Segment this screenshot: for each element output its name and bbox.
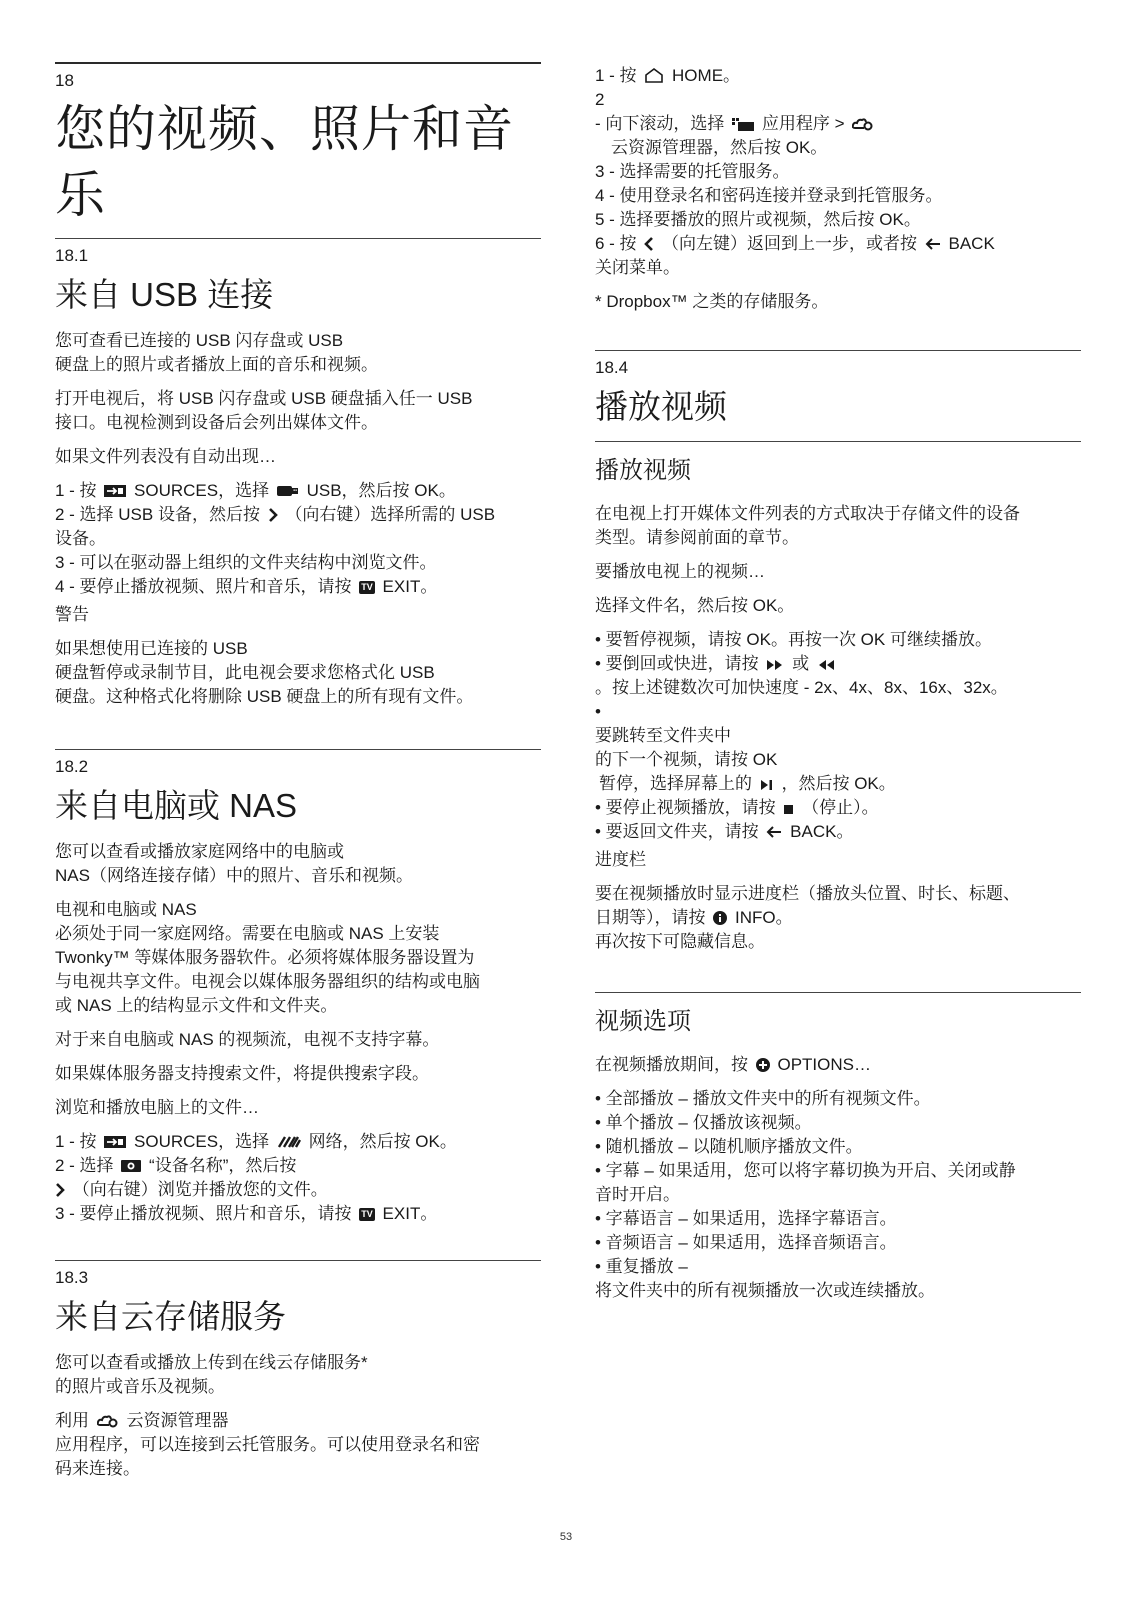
tv-icon: TV [361,582,373,592]
section-rule [595,350,1081,351]
section-title: 来自 USB 连接 [55,276,274,313]
list-item: 3 - 可以在驱动器上组织的文件夹结构中浏览文件。 [55,553,437,572]
back-icon [925,237,941,251]
paragraph: 电视和电脑或 NAS 必须处于同一家庭网络。需要在电脑或 NAS 上安装 Twonky™ 等媒体服务器软件。必须将媒体服务器设置为 与电视共享文件。电视会以媒体服务器组织的结构或电脑 或 NAS 上的结构显示文件和文件夹。 [55,900,480,1015]
subsection-title: 播放视频 [595,457,691,484]
paragraph: 要播放电视上的视频… [595,562,765,581]
step-list [595,64,1081,280]
info-icon [713,911,727,925]
list-item: 1 - 按 SOURCES，选择 网络，然后按 OK。 [55,1132,457,1151]
list-item: • 全部播放 – 播放文件夹中的所有视频文件。 [595,1089,931,1108]
paragraph: 对于来自电脑或 NAS 的视频流，电视不支持字幕。 [55,1030,440,1049]
list-item: 3 - 要停止播放视频、照片和音乐，请按 TV EXIT。 [55,1204,438,1223]
paragraph: 要在视频播放时显示进度栏（播放头位置、时长、标题、 日期等），请按 INFO。 再次按下可隐藏信息。 [595,884,1020,951]
list-item: 关闭菜单。 [595,258,680,277]
tv-icon: TV [361,1209,373,1219]
device-icon [121,1159,141,1173]
left-arrow-icon [644,237,654,251]
back-icon [766,825,782,839]
list-item: 6 - 按 （向左键）返回到上一步，或者按 BACK [595,234,995,253]
progress-bar-heading: 进度栏 [595,850,646,869]
fast-forward-icon [766,659,784,671]
chapter-number: 18 [55,71,74,90]
list-item: 设备。 [55,529,106,548]
list-item: 4 - 要停止播放视频、照片和音乐，请按 TV EXIT。 [55,577,438,596]
section-number: 18.4 [595,358,629,377]
step-list [55,1130,541,1226]
section-rule [55,749,541,750]
section-rule [55,238,541,239]
list-item: • 要倒回或快进，请按 或 [595,652,1081,676]
right-arrow-icon [55,1183,65,1197]
list-item: • 要返回文件夹，请按 BACK。 [595,822,854,841]
section-title: 来自电脑或 NAS [55,787,298,824]
list-item: • 字幕语言 – 如果适用，选择字幕语言。 [595,1209,897,1228]
list-item: 2 - 选择 USB 设备，然后按 （向右键）选择所需的 USB [55,505,496,524]
list-item: • 重复播放 – [595,1257,688,1276]
home-icon [644,68,664,83]
list-item: 2 [595,90,605,109]
list-item: 5 - 选择要播放的照片或视频，然后按 OK。 [595,210,921,229]
list-item: • 要暂停视频，请按 OK。再按一次 OK 可继续播放。 [595,630,992,649]
right-arrow-icon [268,508,278,522]
list-item: 1 - 按 SOURCES，选择 USB，然后按 OK。 [55,481,456,500]
paragraph: 如果文件列表没有自动出现… [55,447,276,466]
footnote: * Dropbox™ 之类的存储服务。 [595,292,829,311]
sources-icon [104,1135,126,1149]
list-item: 云资源管理器，然后按 OK。 [611,138,828,157]
paragraph: 在电视上打开媒体文件列表的方式取决于存储文件的设备 类型。请参阅前面的章节。 [595,504,1020,547]
section-number: 18.1 [55,246,89,265]
paragraph: 您可查看已连接的 USB 闪存盘或 USB 硬盘上的照片或者播放上面的音乐和视频。 [55,331,378,374]
warning-text: 如果想使用已连接的 USB 硬盘暂停或录制节目，此电视会要求您格式化 USB 硬盘。这种格式化将删除 USB 硬盘上的所有现有文件。 [55,639,474,706]
stop-icon [783,804,794,815]
usb-icon [277,484,299,498]
warning-label: 警告 [55,605,89,624]
apps-icon [732,117,754,131]
paragraph: 您可以查看或播放上传到在线云存储服务* 的照片或音乐及视频。 [55,1353,368,1396]
chapter-title: 您的视频、照片和音 乐 [55,101,514,223]
list-item: 音时开启。 [595,1185,680,1204]
right-column [595,0,1081,1313]
sources-icon [104,484,126,498]
paragraph: 打开电视后，将 USB 闪存盘或 USB 硬盘插入任一 USB 接口。电视检测到设备后会列出媒体文件。 [55,389,473,432]
list-item: 的下一个视频，请按 OK [595,750,778,769]
cloud-icon [852,117,874,131]
list-item: 要跳转至文件夹中 [595,726,731,745]
rewind-icon [817,659,835,671]
list-item: 。按上述键数次可加快速度 - 2x、4x、8x、16x、32x。 [595,678,1008,697]
list-item: 3 - 选择需要的托管服务。 [595,162,790,181]
options-icon [756,1058,770,1072]
list-item: • 随机播放 – 以随机顺序播放文件。 [595,1137,863,1156]
list-item: • 字幕 – 如果适用，您可以将字幕切换为开启、关闭或静 [595,1161,1016,1180]
paragraph: 如果媒体服务器支持搜索文件，将提供搜索字段。 [55,1064,429,1083]
subsection-title: 视频选项 [595,1008,691,1035]
list-item: • [595,702,601,721]
list-item: 1 - 按 HOME。 [595,66,741,85]
section-number: 18.2 [55,757,89,776]
subsection-rule [595,441,1081,442]
network-icon [277,1135,301,1149]
list-item: - 向下滚动，选择 应用程序 > [595,112,1081,136]
chapter-rule [55,62,541,64]
left-column [55,0,541,1491]
cloud-icon [97,1414,119,1428]
paragraph: 浏览和播放电脑上的文件… [55,1098,259,1117]
bullet-list [595,628,1081,872]
list-item: 4 - 使用登录名和密码连接并登录到托管服务。 [595,186,943,205]
list-item: • 要停止视频播放，请按 （停止）。 [595,798,879,817]
section-title: 来自云存储服务 [55,1298,286,1335]
list-item: 2 - 选择 “设备名称”，然后按 [55,1156,297,1175]
paragraph: 在视频播放期间，按 OPTIONS… [595,1055,871,1074]
step-list [55,479,541,627]
paragraph: 您可以查看或播放家庭网络中的电脑或 NAS（网络连接存储）中的照片、音乐和视频。 [55,842,413,885]
list-item: 暂停，选择屏幕上的 ，然后按 OK。 [599,774,896,793]
subsection-rule [595,992,1081,993]
section-rule [55,1260,541,1261]
list-item: （向右键）浏览并播放您的文件。 [55,1178,541,1202]
play-pause-icon [760,779,774,791]
list-item: • 单个播放 – 仅播放该视频。 [595,1113,812,1132]
bullet-list [595,1087,1081,1303]
section-title: 播放视频 [595,388,727,425]
paragraph: 选择文件名，然后按 OK。 [595,596,795,615]
paragraph: 利用 云资源管理器 应用程序，可以连接到云托管服务。可以使用登录名和密 码来连接。 [55,1411,480,1478]
section-number: 18.3 [55,1268,89,1287]
list-item: 将文件夹中的所有视频播放一次或连续播放。 [595,1281,935,1300]
page-number: 53 [559,1531,573,1543]
list-item: • 音频语言 – 如果适用，选择音频语言。 [595,1233,897,1252]
